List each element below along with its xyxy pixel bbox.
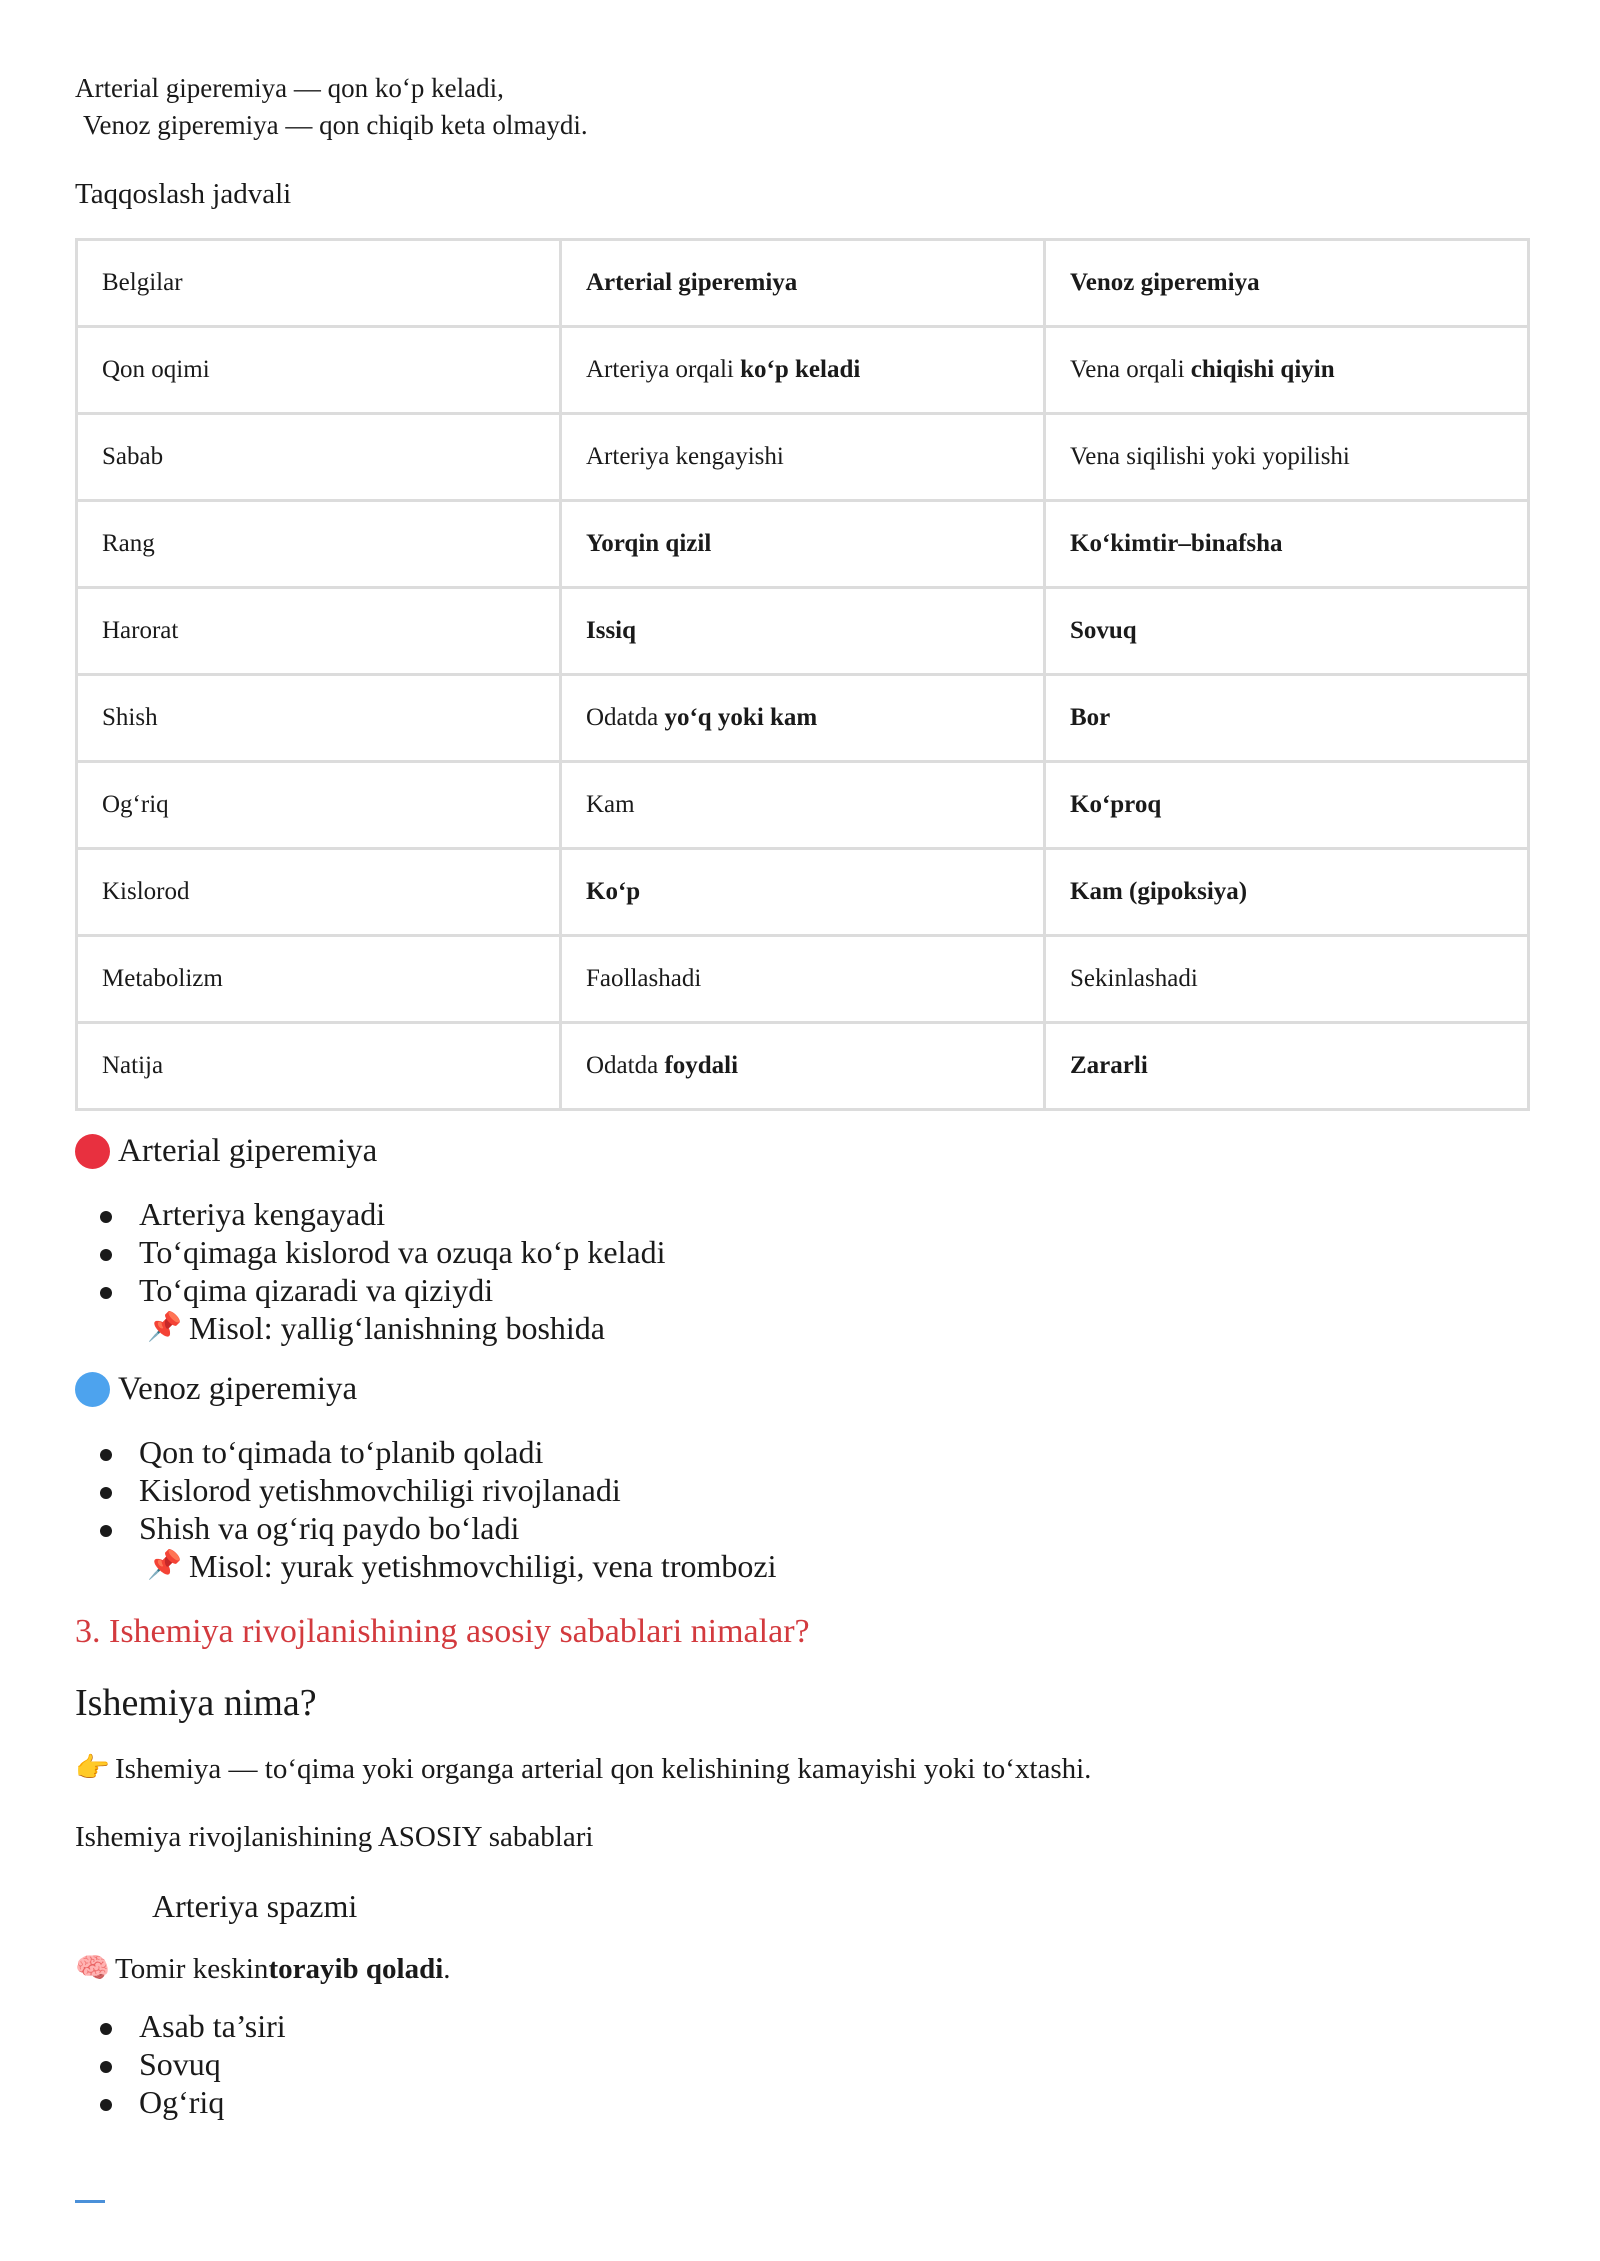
- venous-example: [75, 1547, 1530, 1585]
- cell-feature-plain: Og‘riq: [102, 791, 169, 818]
- list-item: To‘qima qizaradi va qiziydi: [75, 1271, 1530, 1309]
- list-item: Asab ta’siri: [75, 2007, 1530, 2045]
- arterial-title-text: Arterial giperemiya: [118, 1133, 378, 1169]
- cell-arterial-bold: ko‘p keladi: [740, 356, 861, 383]
- ishemiya-definition: [75, 1749, 1530, 1789]
- cell-venous: [1046, 763, 1527, 847]
- cell-venous: [1046, 937, 1527, 1021]
- comparison-table: [75, 238, 1530, 1111]
- cell-feature-plain: Shish: [102, 704, 158, 731]
- document-page: [75, 70, 1530, 2121]
- cell-venous-bold: Ko‘proq: [1070, 791, 1162, 818]
- venous-example-text: Misol: yurak yetishmovchiligi, vena trombozi: [189, 1548, 777, 1584]
- cause1-bullet-list: [75, 2007, 1530, 2121]
- cell-feature: [78, 1024, 559, 1108]
- cell-venous-bold: Kam (gipoksiya): [1070, 878, 1248, 905]
- cell-venous: [1046, 1024, 1527, 1108]
- pointing-hand-icon: 👉: [75, 1753, 110, 1784]
- cell-venous-bold: chiqishi qiyin: [1190, 356, 1335, 383]
- cause1-text-bold: torayib qoladi: [268, 1953, 444, 1985]
- table-row: [78, 676, 1527, 760]
- cell-venous-plain: Vena orqali: [1070, 356, 1191, 383]
- venous-bullet-list: [75, 1433, 1530, 1547]
- cell-arterial-plain: Kam: [586, 791, 635, 818]
- arterial-section-title: [75, 1129, 1530, 1173]
- cell-arterial-bold: Yorqin qizil: [586, 530, 712, 557]
- cell-arterial: [562, 502, 1043, 586]
- cell-venous-bold: Ko‘kimtir–binafsha: [1070, 530, 1283, 557]
- cell-arterial: [562, 763, 1043, 847]
- list-item: Arteriya kengayadi: [75, 1195, 1530, 1233]
- cell-venous-bold: Zararli: [1070, 1052, 1148, 1079]
- cell-feature-plain: Metabolizm: [102, 965, 223, 992]
- table-row: [78, 328, 1527, 412]
- cell-arterial-bold: Issiq: [586, 617, 637, 644]
- table-header-row: [78, 241, 1527, 325]
- cell-venous: [1046, 589, 1527, 673]
- ishemiya-definition-text: Ishemiya — to‘qima yoki organga arterial qon kelishining kamayishi yoki to‘xtashi.: [115, 1753, 1092, 1785]
- table-row: [78, 763, 1527, 847]
- table-row: [78, 937, 1527, 1021]
- cell-feature: [78, 589, 559, 673]
- list-item: Kislorod yetishmovchiligi rivojlanadi: [75, 1471, 1530, 1509]
- cell-arterial-plain: Faollashadi: [586, 965, 702, 992]
- header-cell-features: Belgilar: [78, 241, 559, 325]
- table-row: [78, 589, 1527, 673]
- cell-arterial-plain: Arteriya orqali: [586, 356, 741, 383]
- cell-arterial-bold: foydali: [664, 1052, 739, 1079]
- arterial-bullet-list: [75, 1195, 1530, 1309]
- arterial-example-text: Misol: yallig‘lanishning boshida: [189, 1310, 605, 1346]
- cell-venous-plain: Sekinlashadi: [1070, 965, 1198, 992]
- venous-section: [75, 1367, 1530, 1585]
- intro-line-2: Venoz giperemiya — qon chiqib keta olmaydi.: [83, 110, 588, 140]
- venous-section-title: [75, 1367, 1530, 1411]
- pushpin-icon: 📌: [147, 1550, 182, 1581]
- cause1-title: Arteriya spazmi: [152, 1888, 358, 1924]
- table-row: [78, 415, 1527, 499]
- list-item: To‘qimaga kislorod va ozuqa ko‘p keladi: [75, 1233, 1530, 1271]
- header-cell-venous: [1046, 241, 1527, 325]
- cell-feature: [78, 502, 559, 586]
- cell-arterial-plain: Odatda: [586, 704, 665, 731]
- list-item: Qon to‘qimada to‘planib qoladi: [75, 1433, 1530, 1471]
- cell-feature: [78, 937, 559, 1021]
- cell-feature: [78, 328, 559, 412]
- cell-feature: [78, 676, 559, 760]
- cell-arterial-bold: yo‘q yoki kam: [664, 704, 818, 731]
- red-circle-icon: [75, 1134, 110, 1169]
- cell-arterial-plain: Arteriya kengayishi: [586, 443, 784, 470]
- question-heading: 3. Ishemiya rivojlanishining asosiy sabablari nimalar?: [75, 1613, 810, 1650]
- brain-icon: 🧠: [75, 1953, 110, 1984]
- cell-feature: [78, 763, 559, 847]
- cell-venous: [1046, 415, 1527, 499]
- cell-feature: [78, 850, 559, 934]
- cell-arterial: [562, 589, 1043, 673]
- intro-line-1: Arterial giperemiya — qon ko‘p keladi,: [75, 73, 504, 103]
- arterial-section: [75, 1129, 1530, 1347]
- cause1-description: [75, 1949, 1530, 1989]
- cell-arterial: [562, 850, 1043, 934]
- ishemiya-heading: Ishemiya nima?: [75, 1682, 317, 1724]
- cell-arterial-bold: Ko‘p: [586, 878, 641, 905]
- list-item: Sovuq: [75, 2045, 1530, 2083]
- table-row: [78, 1024, 1527, 1108]
- cell-feature-plain: Qon oqimi: [102, 356, 210, 383]
- blue-circle-icon: [75, 1372, 110, 1407]
- causes-heading: Ishemiya rivojlanishining ASOSIY sabablari: [75, 1821, 594, 1853]
- cell-feature-plain: Kislorod: [102, 878, 190, 905]
- cell-venous-plain: Vena siqilishi yoki yopilishi: [1070, 443, 1350, 470]
- cell-arterial: [562, 415, 1043, 499]
- list-item: Shish va og‘riq paydo bo‘ladi: [75, 1509, 1530, 1547]
- page-edge-mark: [75, 2200, 105, 2203]
- table-row: [78, 850, 1527, 934]
- cell-venous: [1046, 676, 1527, 760]
- cell-venous-bold: Sovuq: [1070, 617, 1137, 644]
- cell-arterial: [562, 1024, 1043, 1108]
- cell-feature-plain: Natija: [102, 1052, 164, 1079]
- cell-arterial: [562, 328, 1043, 412]
- cell-feature-plain: Harorat: [102, 617, 179, 644]
- cell-feature-plain: Rang: [102, 530, 155, 557]
- cause1-text-end: .: [443, 1953, 451, 1985]
- list-item: Og‘riq: [75, 2083, 1530, 2121]
- venous-title-text: Venoz giperemiya: [118, 1371, 358, 1407]
- cell-arterial-plain: Odatda: [586, 1052, 665, 1079]
- table-caption: Taqqoslash jadvali: [75, 178, 292, 210]
- cell-venous: [1046, 328, 1527, 412]
- cell-venous: [1046, 502, 1527, 586]
- cell-feature-plain: Sabab: [102, 443, 164, 470]
- header-cell-arterial: [562, 241, 1043, 325]
- cell-arterial: [562, 937, 1043, 1021]
- header-text-arterial: Arterial giperemiya: [586, 269, 798, 296]
- cell-arterial: [562, 676, 1043, 760]
- cell-venous-bold: Bor: [1070, 704, 1111, 731]
- arterial-example: [75, 1309, 1530, 1347]
- cell-feature: [78, 415, 559, 499]
- cause1-text-plain: Tomir keskin: [115, 1953, 269, 1985]
- pushpin-icon: 📌: [147, 1312, 182, 1343]
- header-text-venous: Venoz giperemiya: [1070, 269, 1260, 296]
- table-row: [78, 502, 1527, 586]
- cell-venous: [1046, 850, 1527, 934]
